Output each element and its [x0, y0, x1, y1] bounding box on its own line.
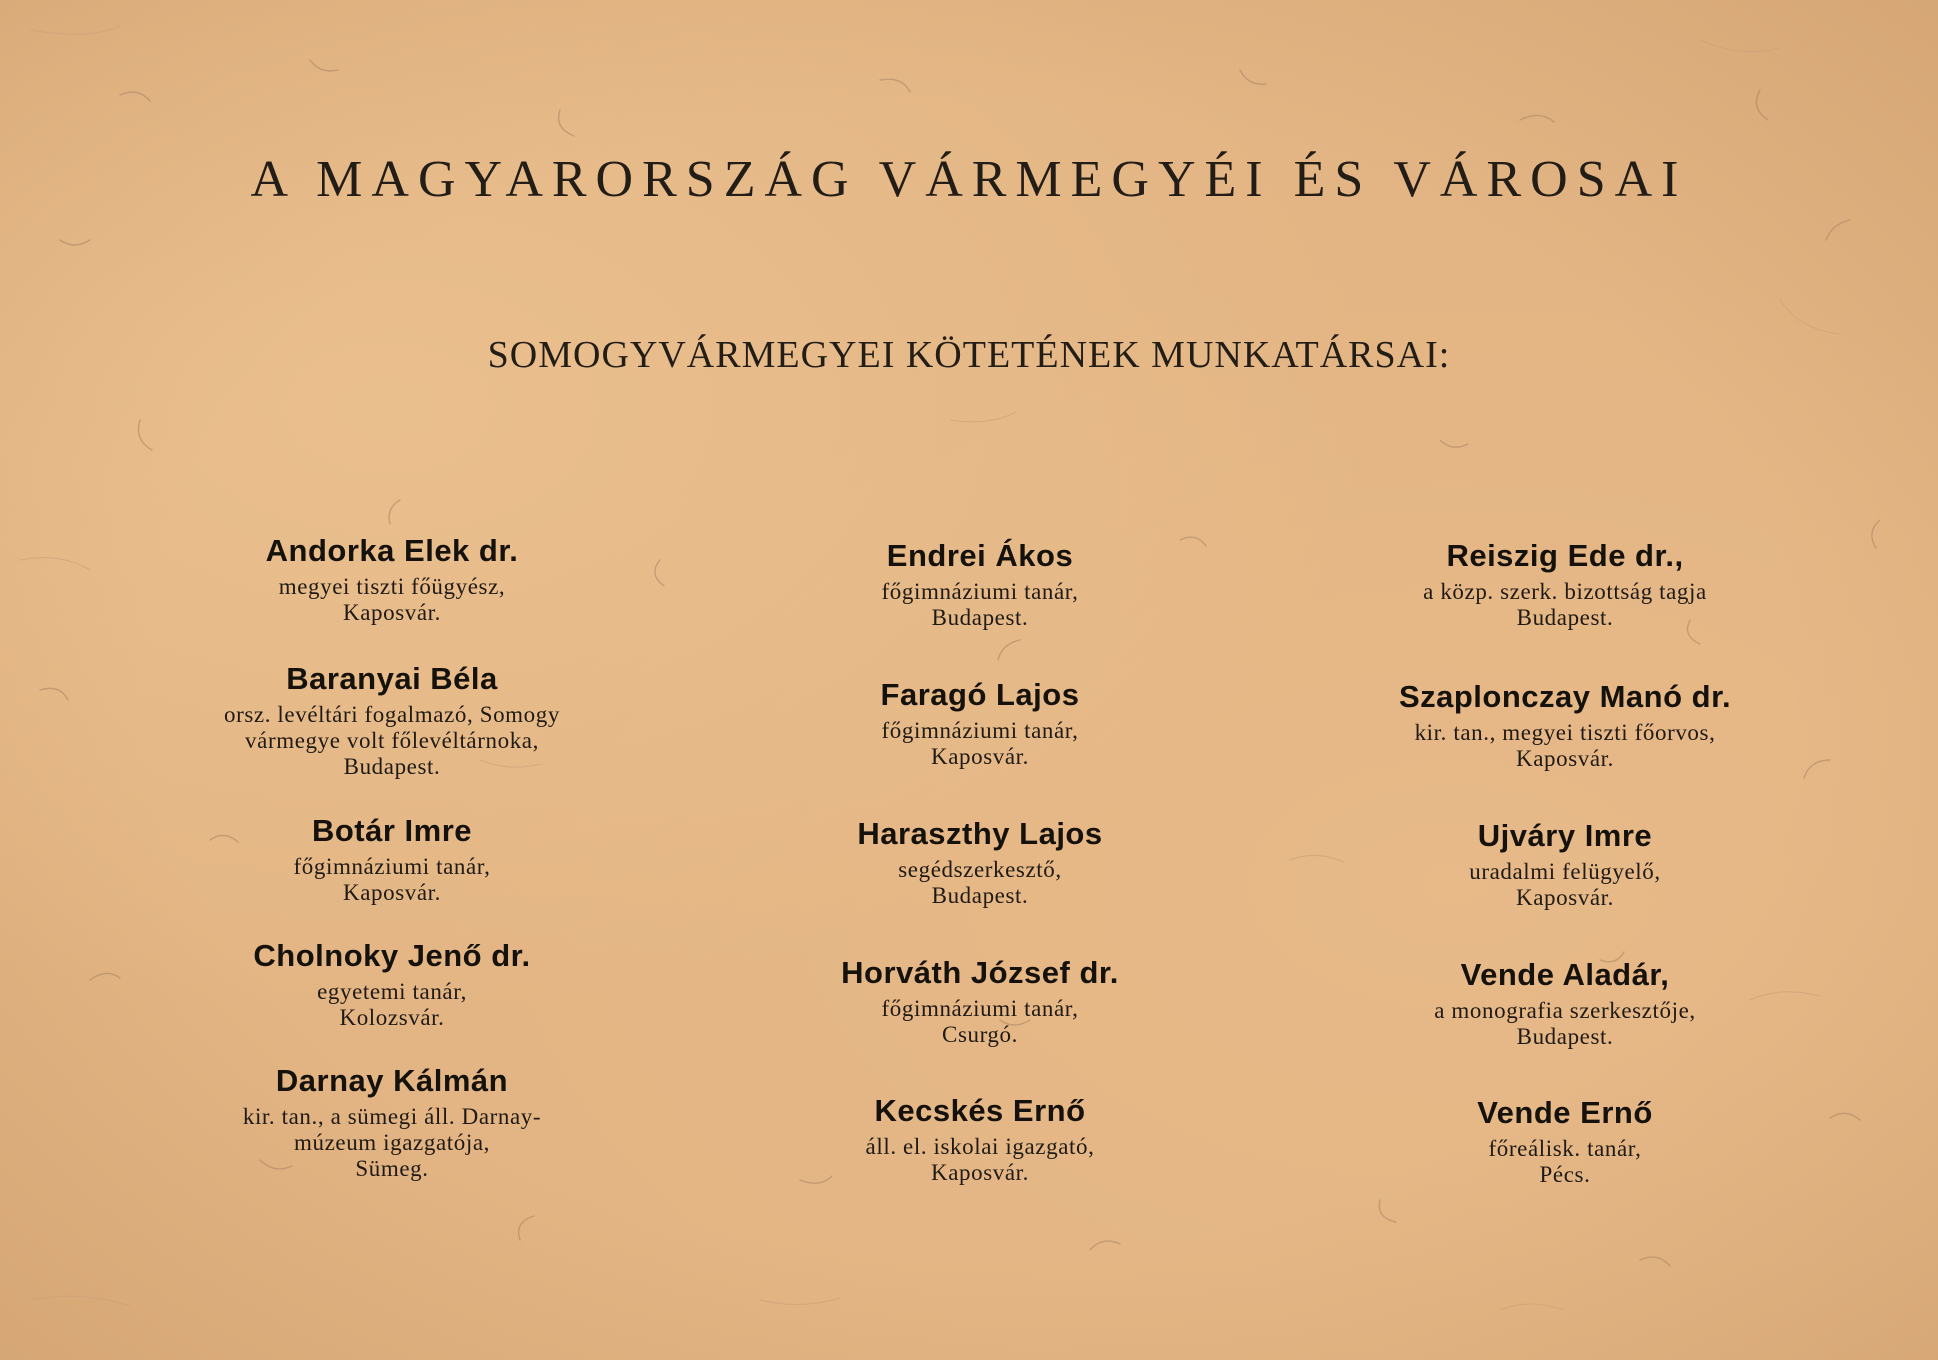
description-line: Kaposvár.	[930, 1160, 1030, 1185]
contributor-description	[720, 857, 1240, 909]
description-line: Budapest.	[931, 883, 1029, 908]
contributor-description	[720, 1134, 1240, 1186]
contributor-description	[132, 1104, 652, 1182]
description-line: Csurgó.	[942, 1022, 1018, 1047]
description-line: Budapest.	[931, 605, 1029, 630]
contributor-entry	[720, 815, 1240, 909]
description-line: orsz. levéltári fogalmazó, Somogy	[224, 702, 560, 727]
contributor-entry	[720, 676, 1240, 770]
contributor-description	[1305, 859, 1825, 911]
contributor-entry	[132, 1062, 652, 1182]
description-line: áll. el. iskolai igazgató,	[865, 1134, 1095, 1159]
contributor-entry	[132, 937, 652, 1031]
contributor-entry	[132, 660, 652, 780]
contributor-description	[1305, 720, 1825, 772]
description-line: egyetemi tanár,	[317, 979, 467, 1004]
contributor-description	[1305, 1136, 1825, 1188]
description-line: főgimnáziumi tanár,	[881, 579, 1079, 604]
description-line: kir. tan., a sümegi áll. Darnay-	[242, 1104, 542, 1129]
contributor-description	[132, 574, 652, 626]
description-line: főgimnáziumi tanár,	[293, 854, 491, 879]
contributor-name: Vende Ernő	[1477, 1095, 1653, 1130]
contributor-name: Baranyai Béla	[286, 661, 498, 696]
contributor-name: Botár Imre	[311, 813, 473, 848]
description-line: a közp. szerk. bizottság tagja	[1423, 579, 1707, 604]
description-line: Kaposvár.	[342, 880, 442, 905]
contributor-name: Ujváry Imre	[1477, 818, 1653, 853]
description-line: a monografia szerkesztője,	[1434, 998, 1696, 1023]
description-line: Kaposvár.	[342, 600, 442, 625]
description-line: vármegye volt főlevéltárnoka,	[245, 728, 539, 753]
contributor-entry	[720, 1092, 1240, 1186]
description-line: segédszerkesztő,	[898, 857, 1062, 882]
contributor-entry	[1305, 537, 1825, 631]
contributor-name: Haraszthy Lajos	[857, 816, 1103, 851]
contributor-description	[720, 579, 1240, 631]
contributor-description	[132, 702, 652, 780]
description-line: Budapest.	[1516, 1024, 1614, 1049]
description-line: főgimnáziumi tanár,	[881, 996, 1079, 1021]
description-line: Kaposvár.	[1515, 746, 1615, 771]
contributor-entry	[1305, 956, 1825, 1050]
page-subtitle: SOMOGYVÁRMEGYEI KÖTETÉNEK MUNKATÁRSAI:	[487, 334, 1451, 376]
contributor-name: Faragó Lajos	[880, 677, 1080, 712]
contributor-name: Horváth József dr.	[841, 955, 1119, 990]
description-line: uradalmi felügyelő,	[1469, 859, 1661, 884]
contributor-entry	[132, 812, 652, 906]
contributor-description	[720, 718, 1240, 770]
contributor-description	[132, 854, 652, 906]
description-line: Kolozsvár.	[339, 1005, 445, 1030]
description-line: Pécs.	[1539, 1162, 1591, 1187]
contributor-name: Vende Aladár,	[1460, 957, 1670, 992]
contributor-name: Reiszig Ede dr.,	[1446, 538, 1684, 573]
contributor-entry	[720, 537, 1240, 631]
contributor-entry	[1305, 678, 1825, 772]
page-title: A MAGYARORSZÁG VÁRMEGYÉI ÉS VÁROSAI	[250, 151, 1688, 208]
contributor-entry	[1305, 817, 1825, 911]
description-line: Budapest.	[1516, 605, 1614, 630]
contributor-name: Endrei Ákos	[886, 538, 1074, 573]
contributor-name: Kecskés Ernő	[874, 1093, 1086, 1128]
contributor-entry	[1305, 1094, 1825, 1188]
description-line: főreálisk. tanár,	[1488, 1136, 1642, 1161]
contributor-name: Darnay Kálmán	[275, 1063, 509, 1098]
contributor-entry	[720, 954, 1240, 1048]
contributor-name: Andorka Elek dr.	[265, 533, 519, 568]
description-line: megyei tiszti főügyész,	[278, 574, 506, 599]
description-line: Kaposvár.	[930, 744, 1030, 769]
contributor-name: Szaplonczay Manó dr.	[1398, 679, 1732, 714]
contributor-entry	[132, 532, 652, 626]
description-line: Kaposvár.	[1515, 885, 1615, 910]
contributor-name: Cholnoky Jenő dr.	[253, 938, 531, 973]
description-line: kir. tan., megyei tiszti főorvos,	[1414, 720, 1716, 745]
description-line: múzeum igazgatója,	[293, 1130, 490, 1155]
contributor-description	[1305, 579, 1825, 631]
contributor-description	[132, 979, 652, 1031]
description-line: főgimnáziumi tanár,	[881, 718, 1079, 743]
description-line: Budapest.	[343, 754, 441, 779]
description-line: Sümeg.	[355, 1156, 429, 1181]
contributor-description	[720, 996, 1240, 1048]
contributor-description	[1305, 998, 1825, 1050]
